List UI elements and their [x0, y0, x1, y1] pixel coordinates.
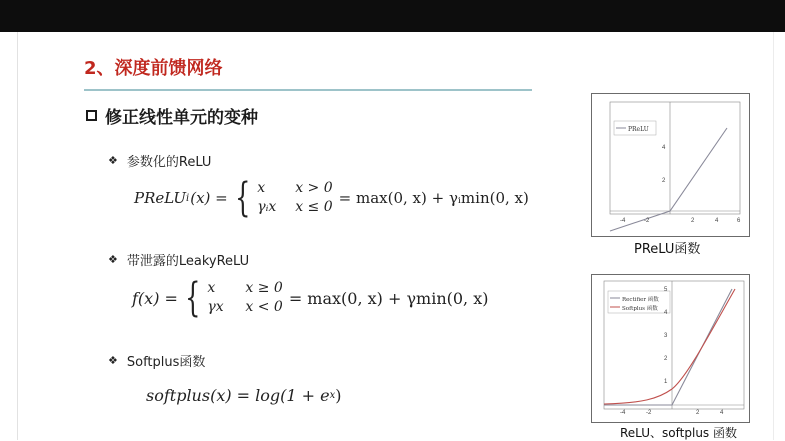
diamond-bullet-icon: ❖ [108, 354, 118, 367]
x-tick-label: 4 [715, 218, 719, 224]
formula-softplus [146, 386, 342, 405]
formula-rhs: = max(0, x) + γᵢmin(0, x) [338, 189, 529, 207]
slide-title: 2、深度前馈网络 [84, 58, 223, 79]
formula-close: ) [335, 386, 342, 405]
x-tick-label: -4 [620, 218, 626, 224]
y-tick-label: 2 [662, 178, 666, 184]
case-cond: x ≤ 0 [295, 199, 333, 215]
bullet-label: 参数化的ReLU [126, 155, 212, 170]
case-row [257, 179, 332, 198]
y-tick-label: 2 [664, 356, 668, 362]
prelu-series-line [610, 128, 727, 231]
figure-caption: ReLU、softplus 函数 [620, 426, 737, 440]
x-tick-label: 2 [691, 218, 695, 224]
diamond-bullet-icon: ❖ [108, 253, 118, 266]
case-expr: x [257, 180, 266, 196]
x-tick-label: -2 [646, 410, 652, 416]
bullet-softplus [108, 351, 205, 370]
case-expr: γx [207, 299, 224, 315]
formula-leakyrelu [132, 275, 489, 321]
bullet-prelu [108, 151, 211, 170]
bullet-label: 带泄露的LeakyReLU [126, 254, 250, 269]
prelu-plot [592, 94, 749, 236]
case-row [207, 279, 282, 298]
section-heading-label: 修正线性单元的变种 [105, 108, 258, 128]
y-tick-label: 3 [664, 333, 668, 339]
relu-softplus-plot [592, 275, 749, 422]
x-tick-label: 2 [696, 410, 700, 416]
case-expr: x [207, 280, 216, 296]
y-tick-label: 4 [664, 310, 668, 316]
plot-frame [610, 102, 740, 214]
case-expr: γᵢx [257, 199, 277, 215]
formula-sup: x [329, 390, 336, 401]
formula-rhs: = max(0, x) + γmin(0, x) [288, 288, 489, 308]
brace-icon: { [234, 175, 251, 221]
formula-cases [207, 279, 282, 317]
formula-lhs-arg: (x) = [190, 189, 228, 207]
case-cond: x > 0 [295, 180, 333, 196]
case-row [207, 298, 282, 317]
figure-prelu [591, 93, 750, 237]
legend-entry: PReLU [628, 126, 649, 133]
x-tick-label: 6 [737, 218, 741, 224]
case-cond: x ≥ 0 [245, 280, 283, 296]
figure-caption: PReLU函数 [634, 242, 701, 257]
figure-relu-softplus [591, 274, 750, 423]
formula-lhs: f(x) = [132, 288, 178, 308]
formula-lhs: PReLU [134, 189, 187, 207]
y-tick-label: 5 [664, 287, 668, 293]
top-bar [0, 0, 785, 32]
case-row [257, 198, 332, 217]
y-tick-label: 4 [662, 145, 666, 151]
legend-entry: Softplus 函数 [622, 306, 658, 312]
checkbox-icon [86, 110, 97, 121]
legend-entry: Rectifier 函数 [622, 297, 659, 303]
brace-icon: { [185, 275, 201, 321]
section-heading [86, 103, 258, 128]
x-tick-label: -2 [644, 218, 650, 224]
x-tick-label: -4 [620, 410, 626, 416]
formula-lhs: softplus(x) = log(1 + e [146, 386, 330, 405]
slide-right-edge [773, 32, 774, 440]
formula-lhs-sub: i [186, 192, 190, 204]
title-underline [84, 89, 532, 91]
bullet-leakyrelu [108, 250, 249, 269]
formula-prelu [134, 175, 529, 221]
x-tick-label: 4 [720, 410, 724, 416]
case-cond: x < 0 [245, 299, 283, 315]
bullet-label: Softplus函数 [126, 355, 206, 370]
diamond-bullet-icon: ❖ [108, 154, 118, 167]
slide-left-edge [17, 32, 18, 440]
formula-cases [257, 179, 332, 217]
y-tick-label: 1 [664, 379, 668, 385]
